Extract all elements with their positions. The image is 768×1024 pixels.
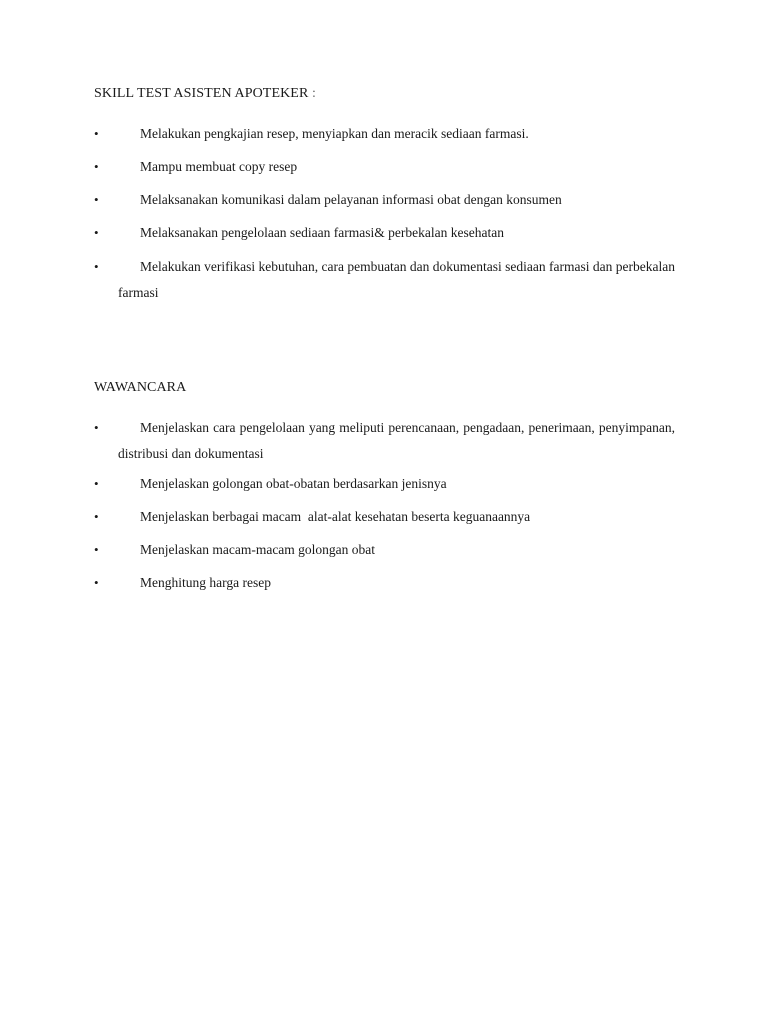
section-heading-interview — [94, 380, 186, 396]
list-item — [94, 220, 675, 246]
list-item-text: Melaksanakan komunikasi dalam pelayanan informasi obat dengan konsumen — [140, 192, 562, 207]
list-item — [94, 187, 675, 213]
list-item-text: Menjelaskan golongan obat-obatan berdasarkan jenisnya — [140, 476, 447, 491]
bullet-icon: • — [94, 575, 99, 590]
list-item-text: Menghitung harga resep — [140, 575, 271, 590]
bullet-icon: • — [94, 542, 99, 557]
bullet-icon: • — [94, 509, 99, 524]
list-item — [94, 254, 675, 306]
list-item-text: Menjelaskan berbagai macam alat-alat kesehatan beserta keguanaannya — [140, 509, 531, 524]
section-title-colon: : — [312, 86, 317, 101]
section-heading-skill-test — [94, 86, 316, 102]
list-item-text: Melaksanakan pengelolaan sediaan farmasi& perbekalan kesehatan — [140, 225, 504, 240]
list-item-text: Menjelaskan cara pengelolaan yang meliputi perencanaan, pengadaan, penerimaan, penyimpanan, distribusi dan dokumentasi — [118, 420, 675, 461]
list-item-text: Melakukan pengkajian resep, menyiapkan dan meracik sediaan farmasi. — [140, 126, 529, 141]
bullet-icon: • — [94, 192, 99, 207]
list-item — [94, 570, 675, 596]
list-item — [94, 537, 675, 563]
bullet-icon: • — [94, 420, 99, 435]
section-title: WAWANCARA — [94, 380, 187, 395]
bullet-icon: • — [94, 476, 99, 491]
bullet-icon: • — [94, 259, 99, 274]
bullet-icon: • — [94, 225, 99, 240]
bullet-icon: • — [94, 159, 99, 174]
list-item — [94, 471, 675, 497]
list-item — [94, 504, 675, 530]
list-item — [94, 415, 675, 467]
section-title: SKILL TEST ASISTEN APOTEKER — [94, 86, 309, 101]
list-item-text: Menjelaskan macam-macam golongan obat — [140, 542, 376, 557]
list-item — [94, 154, 675, 180]
list-item-text: Mampu membuat copy resep — [140, 159, 298, 174]
list-item-text: Melakukan verifikasi kebutuhan, cara pembuatan dan dokumentasi sediaan farmasi dan perbekalan farmasi — [118, 259, 675, 300]
list-item — [94, 121, 675, 147]
bullet-icon: • — [94, 126, 99, 141]
